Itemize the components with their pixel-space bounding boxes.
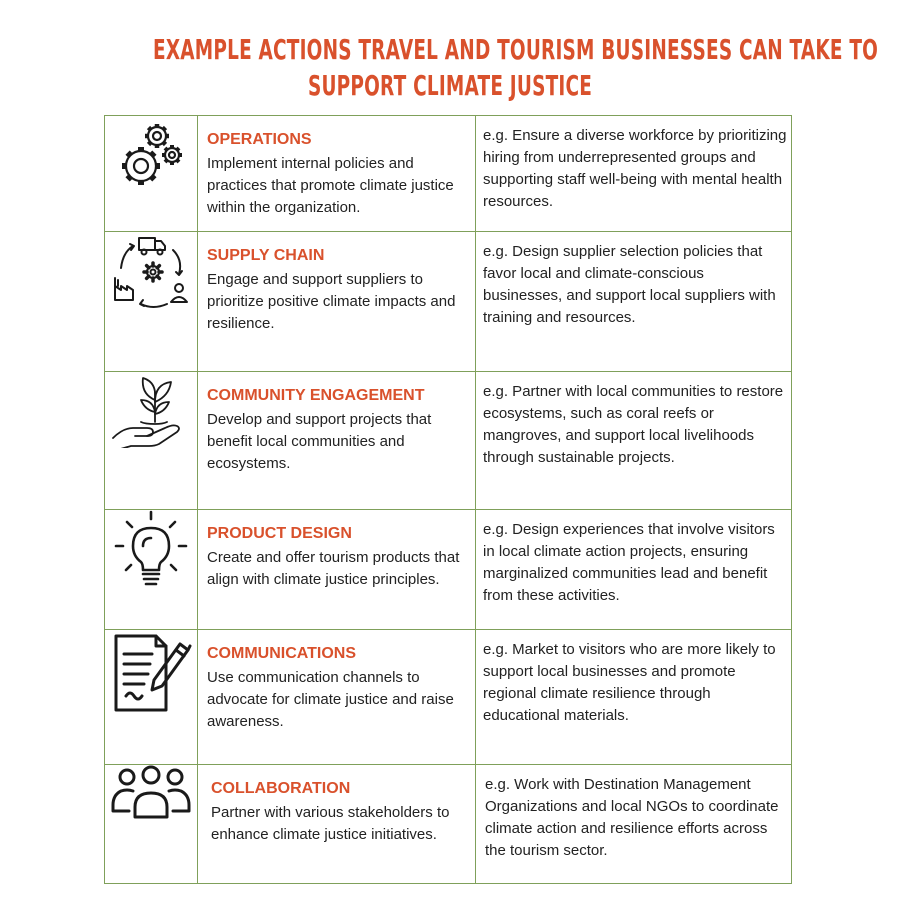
row-example: e.g. Ensure a diverse workforce by prioritizing hiring from underrepresented groups and supporting staff well-being with mental health resources. (483, 127, 787, 210)
example-cell (476, 765, 792, 884)
description-cell (198, 232, 476, 372)
example-cell (476, 630, 792, 765)
actions-table (104, 115, 792, 884)
icon-cell (105, 372, 198, 510)
row-description: Develop and support projects that benefit local communities and ecosystems. (207, 411, 432, 472)
icon-cell (105, 765, 198, 884)
description-cell (198, 765, 476, 884)
gears-icon (115, 116, 187, 196)
title-line-2: SUPPORT CLIMATE JUSTICE (307, 69, 593, 102)
row-heading: SUPPLY CHAIN (207, 247, 325, 264)
example-cell (476, 116, 792, 232)
lightbulb-icon (113, 510, 189, 594)
row-example: e.g. Partner with local communities to restore ecosystems, such as coral reefs or mangroves, and support local livelihoods through sustainable projects. (483, 383, 784, 466)
row-example: e.g. Market to visitors who are more likely to support local businesses and promote regional climate resilience through educational materials. (483, 641, 776, 724)
hand-plant-icon (111, 372, 191, 448)
row-description: Engage and support suppliers to prioritize positive climate impacts and resilience. (207, 271, 456, 332)
row-description: Implement internal policies and practices that promote climate justice within the organization. (207, 155, 454, 216)
table-row-collaboration (105, 765, 792, 884)
row-heading: COMMUNITY ENGAGEMENT (207, 387, 425, 404)
title-line-1: EXAMPLE ACTIONS TRAVEL AND TOURISM BUSINESSES CAN TAKE TO (153, 33, 879, 66)
document-pen-icon (110, 630, 192, 716)
row-example: e.g. Design experiences that involve visitors in local climate action projects, ensuring marginalized communities lead and benefit from these activities. (483, 521, 775, 604)
table-row-supply-chain (105, 232, 792, 372)
example-cell (476, 232, 792, 372)
row-heading: PRODUCT DESIGN (207, 525, 352, 542)
row-heading: OPERATIONS (207, 131, 312, 148)
example-cell (476, 510, 792, 630)
people-group-icon (111, 765, 191, 825)
icon-cell (105, 116, 198, 232)
icon-cell (105, 232, 198, 372)
row-description: Create and offer tourism products that align with climate justice principles. (207, 549, 460, 588)
row-heading: COMMUNICATIONS (207, 645, 357, 662)
description-cell (198, 630, 476, 765)
table-row-community-engagement (105, 372, 792, 510)
description-cell (198, 372, 476, 510)
row-heading: COLLABORATION (211, 780, 351, 797)
row-example: e.g. Design supplier selection policies that favor local and climate-conscious businesses, and support local suppliers with training and resources. (483, 243, 776, 326)
description-cell (198, 116, 476, 232)
table-row-product-design (105, 510, 792, 630)
description-cell (198, 510, 476, 630)
table-row-operations (105, 116, 792, 232)
icon-cell (105, 510, 198, 630)
supply-cycle-icon (111, 232, 191, 312)
row-description: Use communication channels to advocate for climate justice and raise awareness. (207, 669, 454, 730)
icon-cell (105, 630, 198, 765)
row-description: Partner with various stakeholders to enhance climate justice initiatives. (211, 804, 450, 843)
page-title (153, 32, 879, 104)
table-row-communications (105, 630, 792, 765)
row-example: e.g. Work with Destination Management Organizations and local NGOs to coordinate climate action and resilience efforts across the tourism sector. (485, 776, 779, 859)
example-cell (476, 372, 792, 510)
